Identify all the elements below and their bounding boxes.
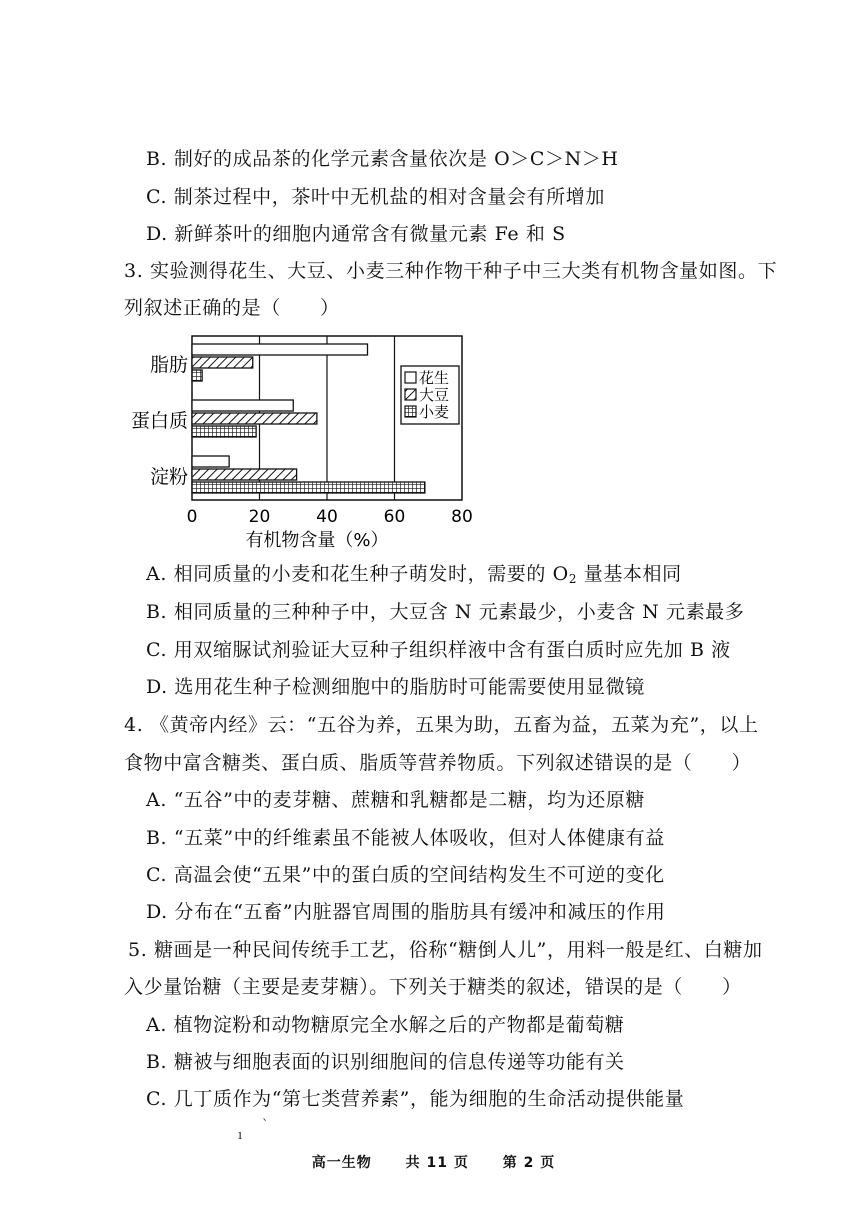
option-4c: C. 高温会使“五果”中的蛋白质的空间结构发生不可逆的变化 (146, 864, 665, 886)
question-3-line1: 3. 实验测得花生、大豆、小麦三种作物干种子中三大类有机物含量如图。下 (124, 260, 778, 282)
legend-swatch (405, 389, 416, 400)
bar-花生-淀粉 (192, 456, 229, 467)
seed-composition-chart (120, 328, 480, 553)
x-tick-label: 40 (316, 507, 338, 527)
scan-speck: ı (238, 1128, 243, 1143)
bar-小麦-蛋白质 (192, 426, 256, 437)
option-2c: C. 制茶过程中，茶叶中无机盐的相对含量会有所增加 (146, 186, 605, 208)
option-5c: C. 几丁质作为“第七类营养素”，能为细胞的生命活动提供能量 (146, 1088, 685, 1110)
question-4-line2: 食物中富含糖类、蛋白质、脂质等营养物质。下列叙述错误的是（ ） (124, 752, 752, 774)
question-3-line2: 列叙述正确的是（ ） (124, 297, 340, 319)
x-tick-label: 80 (451, 507, 473, 527)
bar-花生-脂肪 (192, 344, 368, 355)
option-3a (146, 562, 682, 591)
legend-label: 大豆 (419, 386, 450, 404)
bar-大豆-淀粉 (192, 469, 297, 480)
option-5a: A. 植物淀粉和动物糖原完全水解之后的产物都是葡萄糖 (146, 1014, 625, 1036)
option-4b: B. “五菜”中的纤维素虽不能被人体吸收，但对人体健康有益 (146, 827, 665, 849)
option-3a-text: A. 相同质量的小麦和花生种子萌发时，需要的 O (146, 563, 569, 585)
scan-speck: ` (262, 1118, 269, 1133)
legend-label: 花生 (419, 369, 450, 387)
bar-小麦-脂肪 (192, 370, 202, 381)
bar-大豆-脂肪 (192, 357, 253, 368)
legend-swatch (405, 372, 416, 383)
bar-花生-蛋白质 (192, 400, 293, 411)
question-4-line1: 4. 《黄帝内经》云：“五谷为养，五果为助，五畜为益，五菜为充”，以上 (124, 714, 759, 736)
option-2d: D. 新鲜茶叶的细胞内通常含有微量元素 Fe 和 S (146, 223, 566, 245)
option-5b: B. 糖被与细胞表面的识别细胞间的信息传递等功能有关 (146, 1051, 625, 1073)
footer-total-pages: 共 11 页 (405, 1155, 469, 1171)
option-3b: B. 相同质量的三种种子中，大豆含 N 元素最少，小麦含 N 元素最多 (146, 601, 745, 623)
x-tick-label: 60 (383, 507, 406, 527)
question-5-line2: 入少量饴糖（主要是麦芽糖）。下列关于糖类的叙述，错误的是（ ） (124, 976, 742, 998)
option-3a-text-end: 量基本相同 (577, 563, 682, 585)
footer-page-number: 第 2 页 (502, 1155, 556, 1171)
category-label: 淀粉 (149, 466, 188, 488)
legend-swatch (405, 406, 416, 417)
option-3c: C. 用双缩脲试剂验证大豆种子组织样液中含有蛋白质时应先加 B 液 (146, 639, 731, 661)
legend-label: 小麦 (419, 403, 450, 421)
option-4d: D. 分布在“五畜”内脏器官周围的脂肪具有缓冲和减压的作用 (146, 901, 666, 923)
bar-大豆-蛋白质 (192, 413, 317, 424)
option-3d: D. 选用花生种子检测细胞中的脂肪时可能需要使用显微镜 (146, 676, 645, 698)
option-4a: A. “五谷”中的麦芽糖、蔗糖和乳糖都是二糖，均为还原糖 (146, 789, 646, 811)
question-5-line1: 5. 糖画是一种民间传统手工艺，俗称“糖倒人儿”，用料一般是红、白糖加 (128, 939, 763, 961)
category-label: 蛋白质 (130, 410, 188, 432)
option-2b: B. 制好的成品茶的化学元素含量依次是 O＞C＞N＞H (146, 148, 619, 170)
bar-小麦-淀粉 (192, 482, 425, 493)
footer-subject: 高一生物 (311, 1155, 372, 1171)
page-footer (0, 1152, 867, 1172)
x-tick-label: 0 (186, 507, 198, 527)
category-label: 脂肪 (149, 354, 188, 376)
x-axis-label: 有机物含量（%） (245, 530, 389, 551)
x-tick-label: 20 (248, 507, 271, 527)
option-3a-subscript: 2 (568, 572, 578, 586)
